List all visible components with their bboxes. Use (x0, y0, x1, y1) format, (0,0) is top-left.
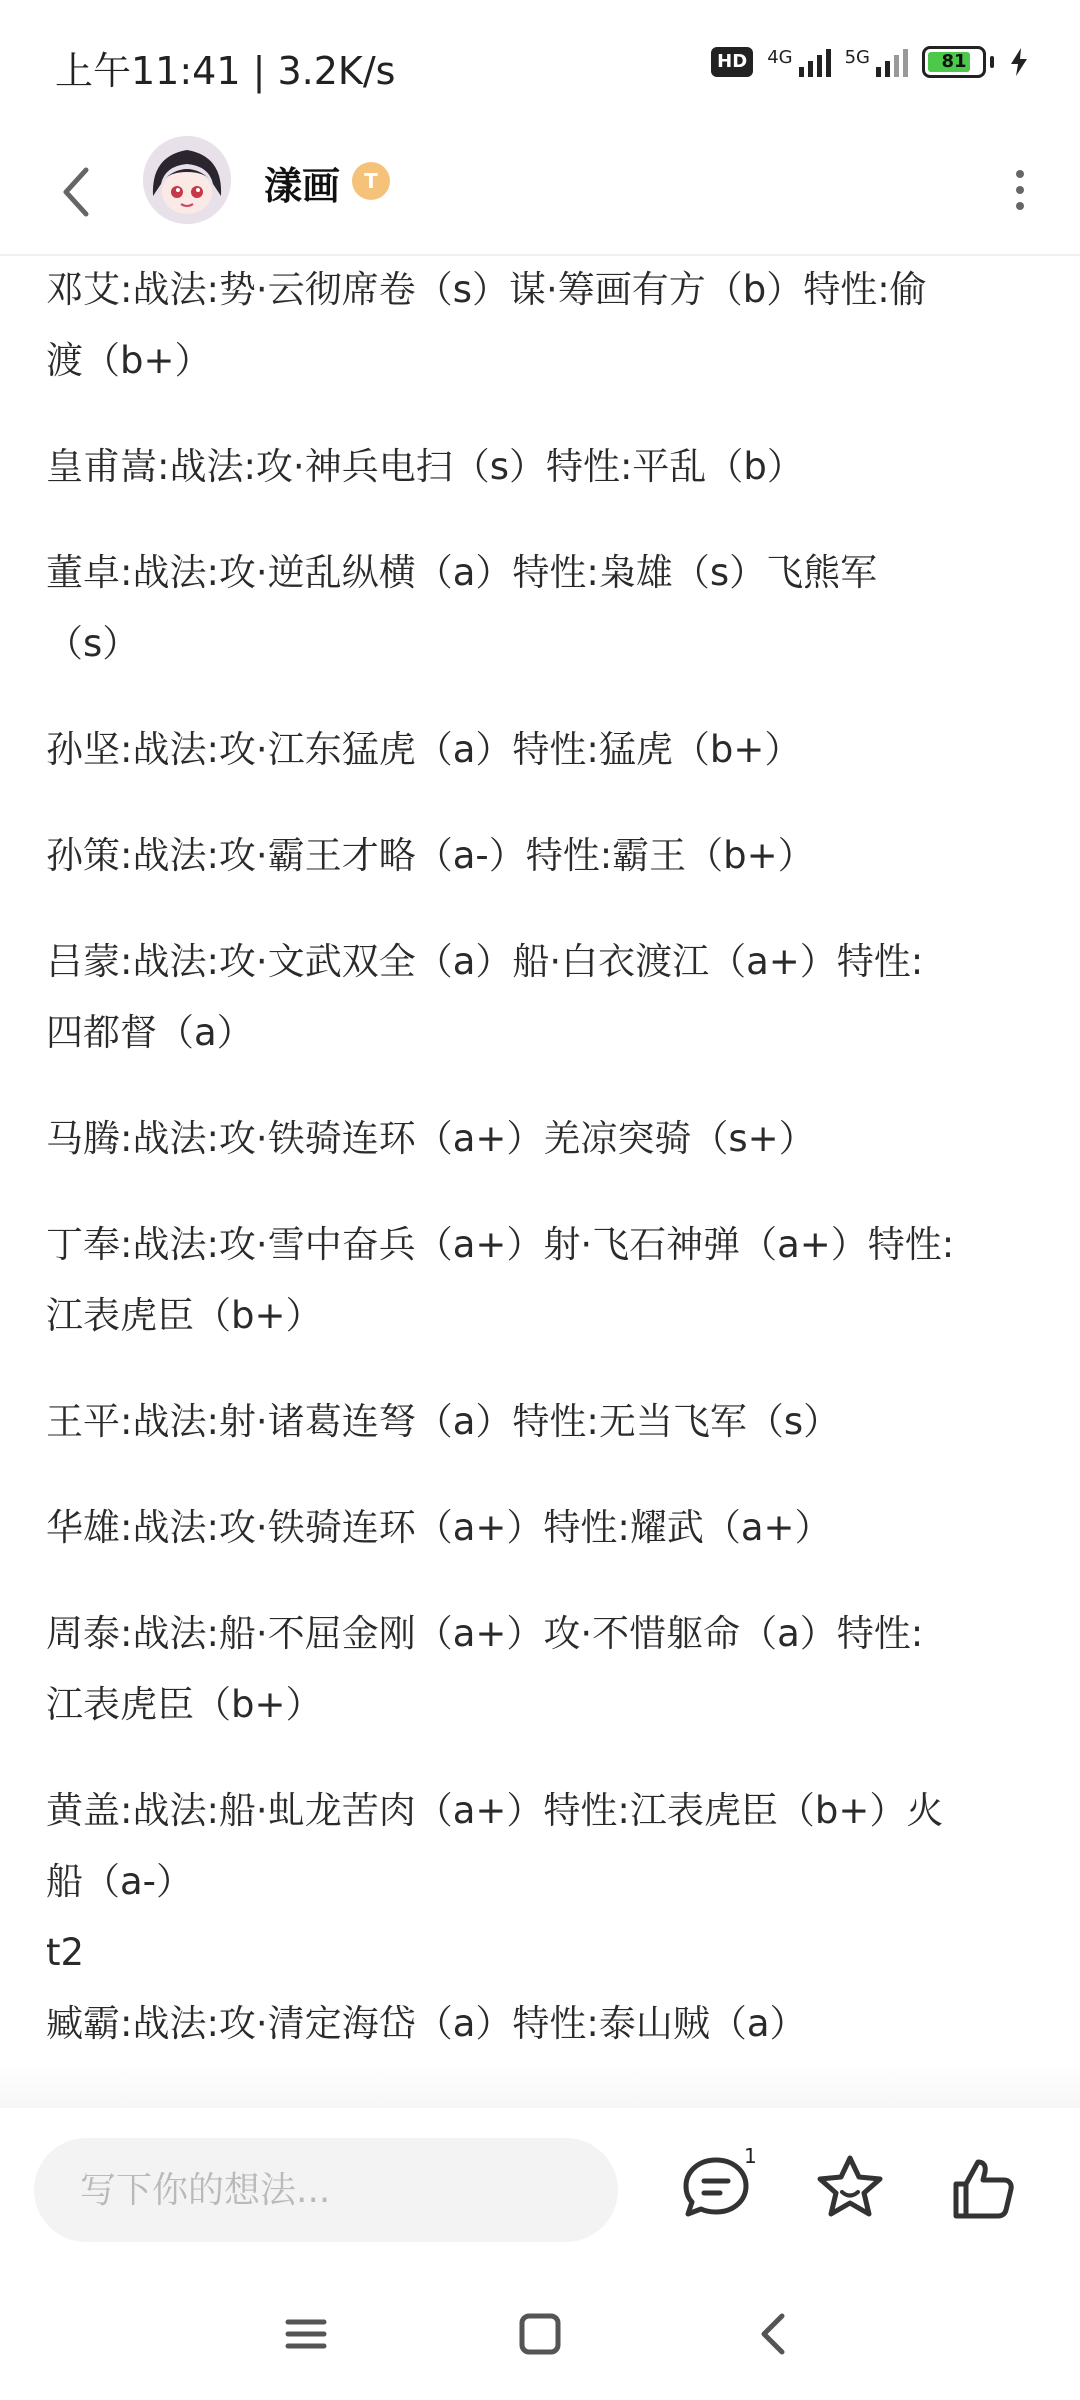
content-fade (0, 2060, 1080, 2108)
battery-cap (990, 56, 994, 68)
battery-icon (922, 46, 986, 78)
text-line: 孙策:战法:攻·霸王才略（a-）特性:霸王（b+） (46, 834, 815, 877)
paragraph-huang-gai (46, 1775, 1036, 2059)
nav-back-button[interactable] (744, 2304, 804, 2364)
paragraph-wang-ping (46, 1386, 1036, 1457)
avatar-image (143, 136, 231, 224)
paragraph-ma-teng (46, 1103, 1036, 1174)
paragraph-deng-ai (46, 254, 1036, 396)
net-label-5g: 5G (844, 47, 870, 68)
back-icon (744, 2304, 804, 2364)
paragraph-zhou-tai (46, 1598, 1036, 1740)
comment-count: 1 (744, 2144, 757, 2168)
status-time: 上午11:41 | 3.2K/s (55, 49, 396, 93)
back-button[interactable] (50, 152, 100, 232)
text-line: 黄盖:战法:船·虬龙苦肉（a+）特性:江表虎臣（b+）火 (46, 1789, 944, 1832)
text-line: 丁奉:战法:攻·雪中奋兵（a+）射·飞石神弹（a+）特性: (46, 1223, 955, 1266)
text-line: 马腾:战法:攻·铁骑连环（a+）羌凉突骑（s+） (46, 1117, 816, 1160)
back-icon (50, 152, 100, 232)
battery-level: 81 (941, 51, 967, 72)
charging-icon (1008, 47, 1030, 77)
text-line: （s） (46, 622, 140, 665)
paragraph-sun-jian (46, 714, 1036, 785)
status-icons (711, 46, 1030, 78)
avatar[interactable] (143, 136, 231, 224)
hd-icon: HD (711, 47, 753, 77)
more-button[interactable] (1010, 160, 1030, 220)
favorite-button[interactable] (810, 2148, 890, 2228)
text-line: 吕蒙:战法:攻·文武双全（a）船·白衣渡江（a+）特性: (46, 940, 924, 983)
paragraph-dong-zhuo (46, 537, 1036, 679)
net-label-4g: 4G (767, 47, 793, 68)
text-line: t2 (46, 1931, 85, 1974)
post-content (46, 254, 1036, 2059)
favorite-icon (810, 2148, 890, 2228)
more-icon (1010, 160, 1030, 220)
signal-4g-icon (767, 47, 830, 77)
paragraph-huangfu-song (46, 431, 1036, 502)
text-line: 皇甫嵩:战法:攻·神兵电扫（s）特性:平乱（b） (46, 445, 804, 488)
text-line: 江表虎臣（b+） (46, 1294, 323, 1337)
text-line: 四都督（a） (46, 1011, 254, 1054)
nav-menu-button[interactable] (276, 2304, 336, 2364)
like-button[interactable] (942, 2148, 1022, 2228)
text-line: 周泰:战法:船·不屈金刚（a+）攻·不惜躯命（a）特性: (46, 1612, 924, 1655)
signal-5g-icon (845, 47, 908, 77)
menu-icon (276, 2304, 336, 2364)
text-line: 渡（b+） (46, 339, 212, 382)
text-line: 王平:战法:射·诸葛连弩（a）特性:无当飞军（s） (46, 1400, 841, 1443)
text-line: 邓艾:战法:势·云彻席卷（s）谋·筹画有方（b）特性:偷 (46, 268, 927, 311)
home-icon (510, 2304, 570, 2364)
bottom-action-bar (0, 2108, 1080, 2278)
like-icon (942, 2148, 1022, 2228)
nav-home-button[interactable] (510, 2304, 570, 2364)
status-bar (0, 0, 1080, 130)
username[interactable]: 漾画 (264, 164, 341, 208)
paragraph-hua-xiong (46, 1492, 1036, 1563)
system-nav-bar (0, 2278, 1080, 2400)
paragraph-ding-feng (46, 1209, 1036, 1351)
post-header (0, 130, 1080, 256)
level-badge-icon: T (352, 162, 390, 200)
text-line: 董卓:战法:攻·逆乱纵横（a）特性:枭雄（s）飞熊军 (46, 551, 878, 594)
text-line: 船（a-） (46, 1860, 194, 1903)
paragraph-sun-ce (46, 820, 1036, 891)
text-line: 臧霸:战法:攻·清定海岱（a）特性:泰山贼（a） (46, 2002, 807, 2045)
text-line: 孙坚:战法:攻·江东猛虎（a）特性:猛虎（b+） (46, 728, 802, 771)
text-line: 华雄:战法:攻·铁骑连环（a+）特性:耀武（a+） (46, 1506, 832, 1549)
text-line: 江表虎臣（b+） (46, 1683, 323, 1726)
paragraph-lv-meng (46, 926, 1036, 1068)
comment-input[interactable] (34, 2138, 618, 2242)
